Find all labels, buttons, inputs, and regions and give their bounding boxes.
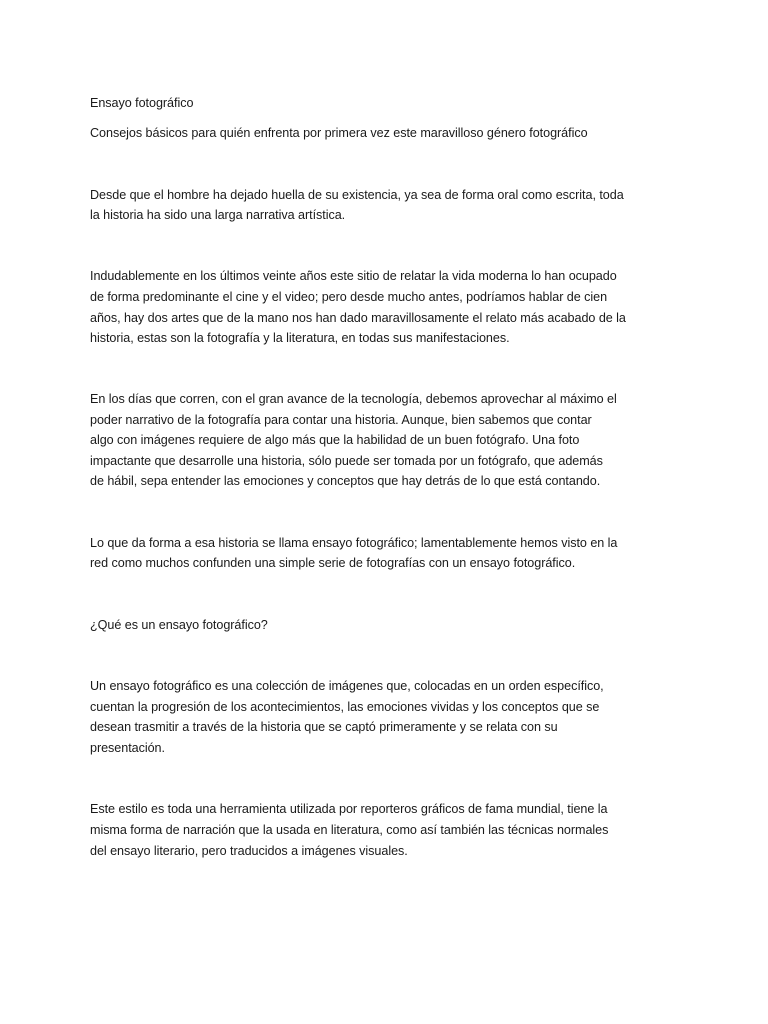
paragraph-line: impactante que desarrolle una historia, sólo puede ser tomada por un fotógrafo, que además (90, 454, 603, 468)
paragraph-line: años, hay dos artes que de la mano nos han dado maravillosamente el relato más acabado de la (90, 311, 626, 325)
section-heading: ¿Qué es un ensayo fotográfico? (90, 618, 268, 632)
paragraph-line: misma forma de narración que la usada en literatura, como así también las técnicas normales (90, 823, 609, 837)
paragraph-line: Indudablemente en los últimos veinte años este sitio de relatar la vida moderna lo han ocupado (90, 269, 617, 283)
paragraph-line: historia, estas son la fotografía y la literatura, en todas sus manifestaciones. (90, 331, 510, 345)
paragraph-line: de forma predominante el cine y el video; pero desde mucho antes, podríamos hablar de cien (90, 290, 608, 304)
paragraph-line: Lo que da forma a esa historia se llama ensayo fotográfico; lamentablemente hemos visto en la (90, 536, 618, 550)
paragraph-line: Este estilo es toda una herramienta utilizada por reporteros gráficos de fama mundial, tiene la (90, 802, 608, 816)
paragraph-line: la historia ha sido una larga narrativa artística. (90, 208, 346, 222)
document-subtitle: Consejos básicos para quién enfrenta por primera vez este maravilloso género fotográfico (90, 126, 588, 140)
paragraph-line: red como muchos confunden una simple serie de fotografías con un ensayo fotográfico. (90, 556, 576, 570)
paragraph-line: En los días que corren, con el gran avance de la tecnología, debemos aprovechar al máximo el (90, 392, 617, 406)
paragraph-line: de hábil, sepa entender las emociones y conceptos que hay detrás de lo que está contando. (90, 474, 601, 488)
paragraph-line: algo con imágenes requiere de algo más que la habilidad de un buen fotógrafo. Una foto (90, 433, 580, 447)
paragraph-line: Un ensayo fotográfico es una colección de imágenes que, colocadas en un orden específico, (90, 679, 604, 693)
paragraph-line: del ensayo literario, pero traducidos a imágenes visuales. (90, 844, 408, 858)
paragraph-line: desean trasmitir a través de la historia que se captó primeramente y se relata con su (90, 720, 558, 734)
document-title: Ensayo fotográfico (90, 96, 194, 110)
paragraph-line: cuentan la progresión de los acontecimientos, las emociones vividas y los conceptos que se (90, 700, 600, 714)
paragraph-line: presentación. (90, 741, 165, 755)
paragraph-line: poder narrativo de la fotografía para contar una historia. Aunque, bien sabemos que contar (90, 413, 592, 427)
paragraph-line: Desde que el hombre ha dejado huella de su existencia, ya sea de forma oral como escrita, toda (90, 188, 624, 202)
